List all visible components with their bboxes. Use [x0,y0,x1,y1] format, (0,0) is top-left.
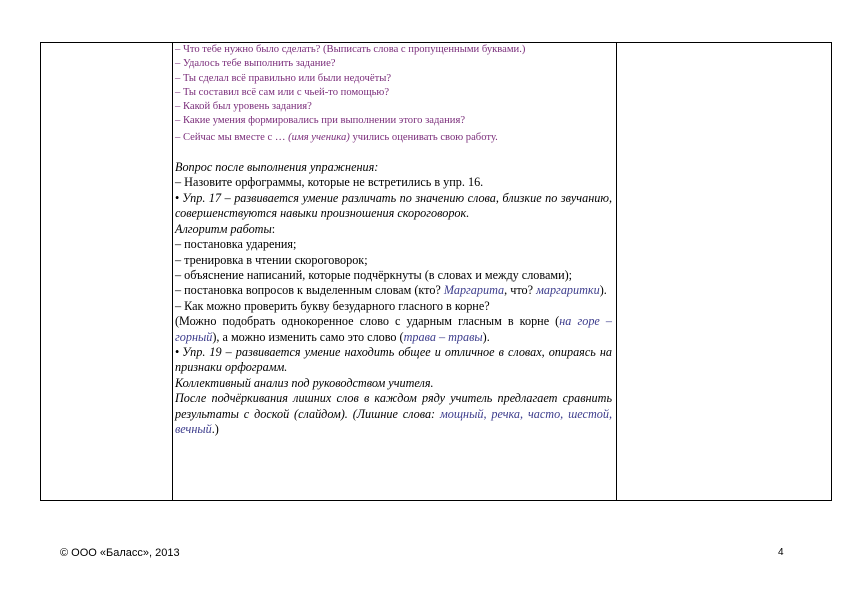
after-exercise-heading: Вопрос после выполнения упражнения: [175,160,379,175]
example-words: на горе – горный [175,314,612,344]
exercise-19-description: • Упр. 19 – развивается умение находить общее и отличное в словах, опираясь на признаки орфограмм. [175,345,612,376]
algorithm-step: – объяснение написаний, которые подчёркнуты (в словах и между словами); [175,267,573,282]
vowel-check-question: – Как можно проверить букву безударного гласного в корне? [175,298,490,313]
reflection-question: – Какие умения формировались при выполнении этого задания? [175,115,466,127]
algorithm-step: – тренировка в чтении скороговорок; [175,252,368,267]
column-divider-right [616,43,617,500]
extra-words-list: мощный, речка, часто, шестой, вечный [175,406,612,436]
reflection-question: – Что тебе нужно было сделать? (Выписать слова с пропущенными буквами.) [175,44,526,55]
reflection-question: – Ты сделал всё правильно или были недочёты? [175,72,392,84]
extra-words-note: После подчёркивания лишних слов в каждом ряду учитель предлагает сравнить результаты с доской (слайдом). (Лишние слова: мощный, речка, часто, шестой, вечный.) [175,391,612,436]
exercise-16-question: – Назовите орфограммы, которые не встретились в упр. 16. [175,175,484,190]
column-divider-left [172,43,173,500]
vowel-check-answer: (Можно подобрать однокоренное слово с ударным гласным в корне (на горе – горный), а можно изменить само это слово (трава – травы). [175,314,612,344]
student-name-placeholder: (имя ученика) [288,131,350,143]
reflection-question: – Удалось тебе выполнить задание? [175,58,336,70]
example-words: трава – травы [403,329,483,344]
lesson-table [40,42,832,501]
collective-analysis-note: Коллективный анализ под руководством учителя. [175,375,434,390]
reflection-question: – Ты составил всё сам или с чьей-то помощью? [175,86,390,98]
page-number: 4 [778,547,784,558]
algorithm-step: – постановка ударения; [175,237,297,252]
copyright-footer: © ООО «Баласс», 2013 [60,547,180,559]
algorithm-step: – постановка вопросов к выделенным словам (кто? Маргарита, что? маргаритки). [175,283,607,298]
highlighted-word: маргаритки [536,283,600,298]
final-reflection-question: – Сейчас мы вместе с … (имя ученика) учились оценивать свою работу. [175,131,498,143]
reflection-question-list [175,43,612,145]
reflection-question: – Какой был уровень задания? [175,101,312,113]
exercise-17-description: • Упр. 17 – развивается умение различать по значению слова, близкие по звучанию, совершенствуются навыки произношения скороговорок. [175,191,612,222]
lesson-content-cell [175,43,612,500]
highlighted-word: Маргарита [443,283,505,298]
algorithm-heading: Алгоритм работы: [175,221,276,236]
